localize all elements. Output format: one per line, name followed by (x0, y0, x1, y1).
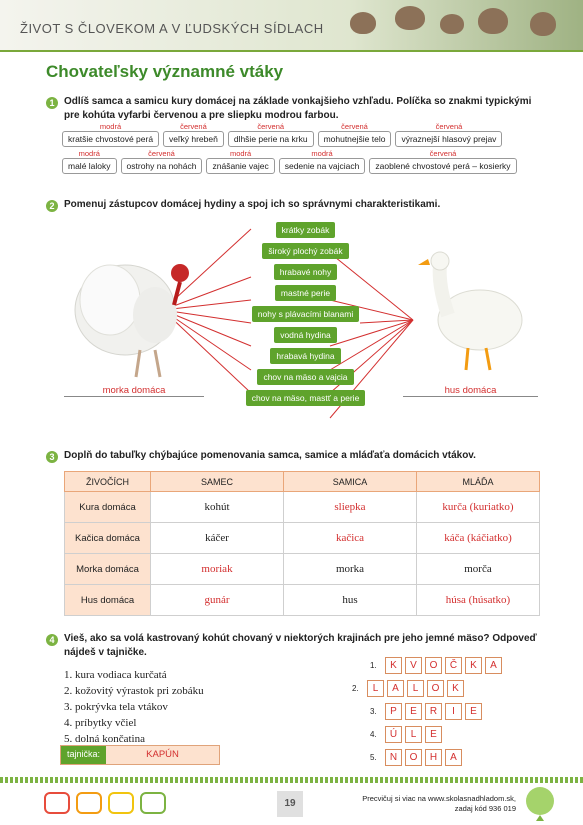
table-row (65, 492, 540, 523)
task-number: 4 (46, 634, 58, 646)
crossword-grid (352, 657, 502, 772)
chip-label: ostrohy na nohách (121, 158, 203, 174)
letter-cell[interactable]: A (485, 657, 502, 674)
happy-face-icon (140, 792, 166, 814)
clue-item: 3. pokrývka tela vtákov (64, 701, 168, 713)
trait-chip[interactable] (206, 149, 274, 174)
letter-cell[interactable]: Ú (385, 726, 402, 743)
trait-label: chov na mäso a vajcia (257, 369, 353, 385)
letter-cell[interactable]: L (367, 680, 384, 697)
chip-label: mohutnejšie telo (318, 131, 392, 147)
chip-answer: červená (257, 122, 285, 131)
chip-answer: červená (180, 122, 207, 131)
trait-label: vodná hydina (274, 327, 337, 343)
task-number: 1 (46, 97, 58, 109)
clue-item: 2. kožovitý výrastok pri zobáku (64, 685, 204, 697)
footer-divider (0, 777, 583, 783)
clue-item: 5. dolná končatina (64, 733, 145, 745)
female-cell: sliepka (284, 492, 417, 523)
trait-label: chov na mäso, mastť a perie (246, 390, 366, 406)
table-row (65, 554, 540, 585)
trait-chip[interactable] (228, 122, 314, 147)
letter-cell[interactable]: K (465, 657, 482, 674)
letter-cell[interactable]: R (425, 703, 442, 720)
trait-chip[interactable] (121, 149, 203, 174)
row-number: 5. (370, 753, 377, 762)
row-number: 2. (352, 684, 359, 693)
chip-label: výraznejší hlasový prejav (395, 131, 502, 147)
secret-label: tajnička: (61, 746, 106, 764)
table-header: SAMICA (284, 472, 417, 492)
sparrow-image (530, 12, 556, 36)
table-row (65, 523, 540, 554)
animal-cell: Hus domáca (65, 585, 151, 616)
male-cell: gunár (151, 585, 284, 616)
trait-label: nohy s plávacími blanami (252, 306, 359, 322)
chip-answer: modrá (78, 149, 100, 158)
row-number: 4. (370, 730, 377, 739)
chip-answer: modrá (229, 149, 252, 158)
grid-row (370, 726, 502, 743)
sad-face-icon (44, 792, 70, 814)
letter-cell[interactable]: O (425, 657, 442, 674)
task-number: 3 (46, 451, 58, 463)
smile-face-icon (108, 792, 134, 814)
names-table (64, 471, 540, 616)
letter-cell[interactable]: K (447, 680, 464, 697)
secret-answer: KAPÚN (146, 749, 179, 760)
trait-chip[interactable] (62, 122, 159, 147)
male-cell: moriak (151, 554, 284, 585)
chip-label: malé laloky (62, 158, 117, 174)
letter-cell[interactable]: K (385, 657, 402, 674)
chip-label: sedenie na vajciach (279, 158, 366, 174)
trait-chip[interactable] (395, 122, 502, 147)
chip-label: zaoblené chvostové perá – kosierky (369, 158, 516, 174)
sparrow-image (440, 14, 464, 34)
trait-label: mastné perie (275, 285, 336, 301)
chip-answer: červená (341, 122, 368, 131)
header-divider (0, 50, 583, 52)
letter-cell[interactable]: I (445, 703, 462, 720)
trait-label: krátky zobák (276, 222, 336, 238)
letter-cell[interactable]: A (387, 680, 404, 697)
letter-cell[interactable]: E (465, 703, 482, 720)
letter-cell[interactable]: A (445, 749, 462, 766)
page-title: Chovateľsky významné vtáky (46, 62, 284, 81)
grid-row (352, 680, 502, 697)
clue-item: 1. kura vodiaca kurčatá (64, 669, 167, 681)
task2-text: Pomenuj zástupcov domácej hydiny a spoj ich so správnymi charakteristikami. (64, 199, 441, 210)
trait-chip[interactable] (369, 149, 516, 174)
grid-row (370, 657, 502, 674)
chip-answer: modrá (99, 122, 122, 131)
chip-label: znášanie vajec (206, 158, 274, 174)
table-header: MLÁĎA (417, 472, 540, 492)
grid-row (370, 749, 502, 766)
table-header: ŽIVOČÍCH (65, 472, 151, 492)
footer-promo: Precvičuj si viac na www.skolasnadhladom.sk, zadaj kód 936 019 (362, 794, 516, 813)
chip-answer: modrá (311, 149, 333, 158)
table-row (65, 585, 540, 616)
letter-cell[interactable]: N (385, 749, 402, 766)
chip-label: dlhšie perie na krku (228, 131, 314, 147)
sparrow-image (350, 12, 376, 34)
letter-cell[interactable]: L (407, 680, 424, 697)
table-header: SAMEC (151, 472, 284, 492)
task3-text: Doplň do tabuľky chýbajúce pomenovania samca, samice a mláďaťa domácich vtákov. (64, 450, 476, 461)
sparrow-image (478, 8, 508, 34)
right-answer: hus domáca (403, 385, 538, 397)
letter-cell[interactable]: Č (445, 657, 462, 674)
chip-label: kratšie chvostové perá (62, 131, 159, 147)
task1-row2 (62, 149, 542, 174)
clue-item: 4. príbytky včiel (64, 717, 137, 729)
task1-row1 (62, 122, 542, 147)
animal-cell: Kačica domáca (65, 523, 151, 554)
trait-label: široký plochý zobák (262, 243, 348, 259)
trait-label: hrabavé nohy (274, 264, 338, 280)
trait-list (253, 222, 358, 406)
balloon-icon (520, 783, 560, 823)
female-cell: kačica (284, 523, 417, 554)
animal-cell: Morka domáca (65, 554, 151, 585)
letter-cell[interactable]: O (405, 749, 422, 766)
chapter-title: ŽIVOT S ČLOVEKOM A V ĽUDSKÝCH SÍDLACH (20, 21, 324, 36)
clue-list (64, 667, 204, 747)
sparrow-image (395, 6, 425, 30)
letter-cell[interactable]: E (425, 726, 442, 743)
task4-text: Vieš, ako sa volá kastrovaný kohút chovaný v niektorých krajinách pre jeho jemné mäso? Odpoveď nájdeš v tajničke. (64, 633, 537, 658)
secret-box (60, 745, 220, 765)
smiley-rating (44, 792, 166, 814)
male-cell: káčer (151, 523, 284, 554)
chip-answer: červená (429, 149, 457, 158)
task-number: 2 (46, 200, 58, 212)
trait-chip[interactable] (163, 122, 224, 147)
turkey-image (70, 245, 195, 380)
female-cell: morka (284, 554, 417, 585)
female-cell: hus (284, 585, 417, 616)
page-number: 19 (277, 791, 303, 817)
chip-answer: červená (148, 149, 175, 158)
row-number: 1. (370, 661, 377, 670)
left-answer: morka domáca (64, 385, 204, 397)
young-cell: káča (káčiatko) (417, 523, 540, 554)
letter-cell[interactable]: H (425, 749, 442, 766)
letter-cell[interactable]: O (427, 680, 444, 697)
letter-cell[interactable]: P (385, 703, 402, 720)
young-cell: kurča (kuriatko) (417, 492, 540, 523)
chip-answer: červená (435, 122, 463, 131)
trait-chip[interactable] (62, 149, 117, 174)
trait-label: hrabavá hydina (270, 348, 340, 364)
task1-text: Odlíš samca a samicu kury domácej na základe vonkajšieho vzhľadu. Políčka so znakmi typickými pre kohúta vyfarbi červenou a pre sliepku modrou farbou. (64, 96, 532, 121)
neutral-face-icon (76, 792, 102, 814)
young-cell: morča (417, 554, 540, 585)
animal-cell: Kura domáca (65, 492, 151, 523)
letter-cell[interactable]: L (405, 726, 422, 743)
row-number: 3. (370, 707, 377, 716)
letter-cell[interactable]: E (405, 703, 422, 720)
male-cell: kohút (151, 492, 284, 523)
letter-cell[interactable]: V (405, 657, 422, 674)
young-cell: húsa (húsatko) (417, 585, 540, 616)
goose-image (418, 245, 528, 380)
trait-chip[interactable] (318, 122, 392, 147)
grid-row (370, 703, 502, 720)
chip-label: veľký hrebeň (163, 131, 224, 147)
trait-chip[interactable] (279, 149, 366, 174)
